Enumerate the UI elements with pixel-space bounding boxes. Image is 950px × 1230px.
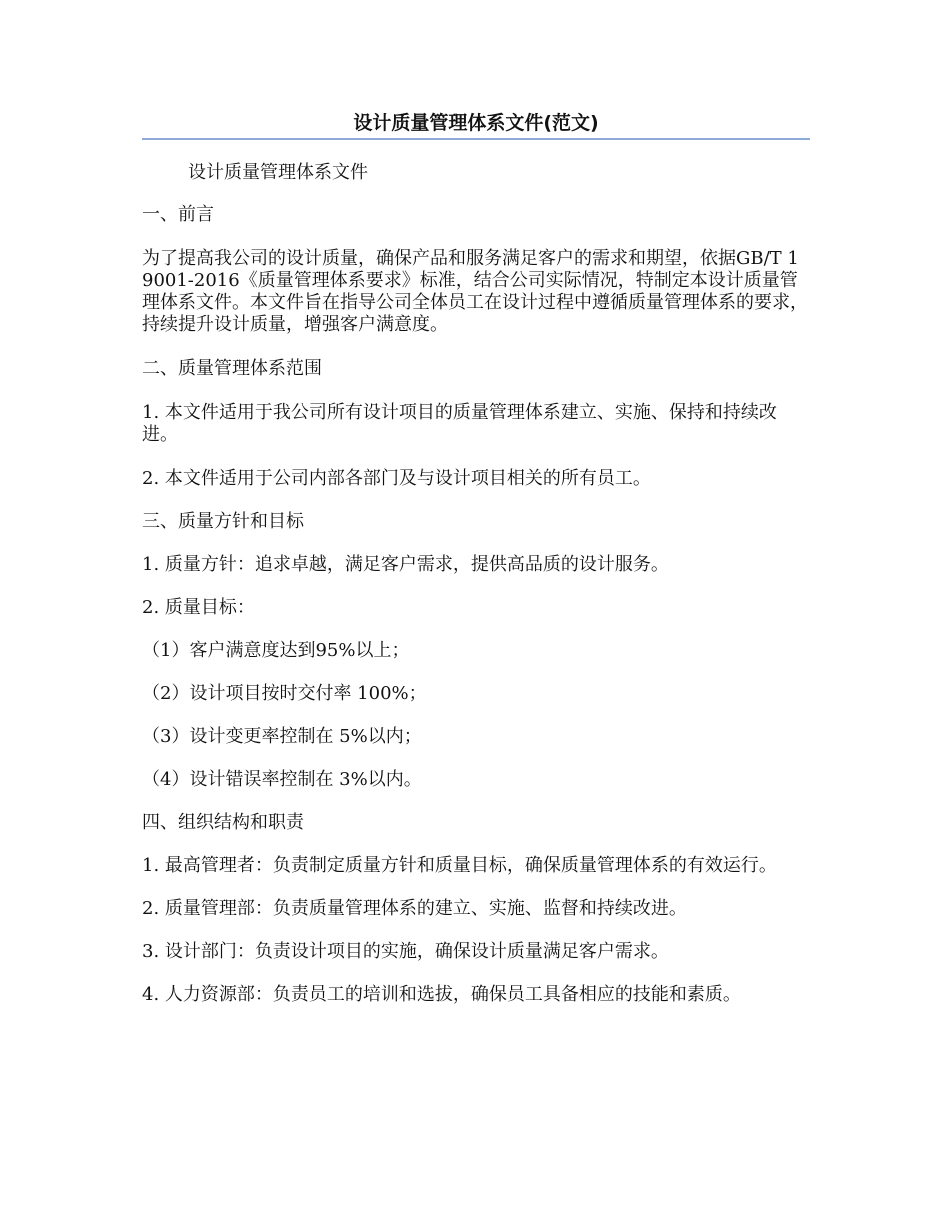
document-page [142, 108, 810, 1006]
document-title: 设计质量管理体系文件(范文) [353, 112, 599, 134]
scope-item-2: 2. 本文件适用于公司内部各部门及与设计项目相关的所有员工。 [142, 468, 651, 489]
section-heading-policy: 三、质量方针和目标 [142, 511, 304, 532]
goal-item-4: （4）设计错误率控制在 3%以内。 [142, 769, 422, 790]
org-item-1: 1. 最高管理者：负责制定质量方针和质量目标，确保质量管理体系的有效运行。 [142, 855, 777, 876]
policy-item-1: 1. 质量方针：追求卓越，满足客户需求，提供高品质的设计服务。 [142, 554, 669, 575]
preface-paragraph: 为了提高我公司的设计质量，确保产品和服务满足客户的需求和期望，依据GB/T 19001-2016《质量管理体系要求》标准，结合公司实际情况，特制定本设计质量管理体系文件。本文件旨在指导公司全体员工在设计过程中遵循质量管理体系的要求，持续提升设计质量，增强客户满意度。 [142, 248, 808, 335]
org-item-3: 3. 设计部门：负责设计项目的实施，确保设计质量满足客户需求。 [142, 941, 669, 962]
section-heading-preface: 一、前言 [142, 204, 214, 225]
policy-item-2: 2. 质量目标： [142, 597, 255, 618]
goal-item-2: （2）设计项目按时交付率 100%； [142, 683, 427, 704]
title-underline [142, 138, 810, 140]
org-item-2: 2. 质量管理部：负责质量管理体系的建立、实施、监督和持续改进。 [142, 898, 687, 919]
scope-item-1: 1. 本文件适用于我公司所有设计项目的质量管理体系建立、实施、保持和持续改进。 [142, 402, 777, 445]
goal-item-1: （1）客户满意度达到95%以上； [142, 640, 410, 661]
section-heading-scope: 二、质量管理体系范围 [142, 358, 322, 379]
goal-item-3: （3）设计变更率控制在 5%以内； [142, 726, 422, 747]
section-heading-organization: 四、组织结构和职责 [142, 812, 304, 833]
document-subtitle: 设计质量管理体系文件 [188, 162, 368, 183]
org-item-4: 4. 人力资源部：负责员工的培训和选拔，确保员工具备相应的技能和素质。 [142, 984, 741, 1005]
